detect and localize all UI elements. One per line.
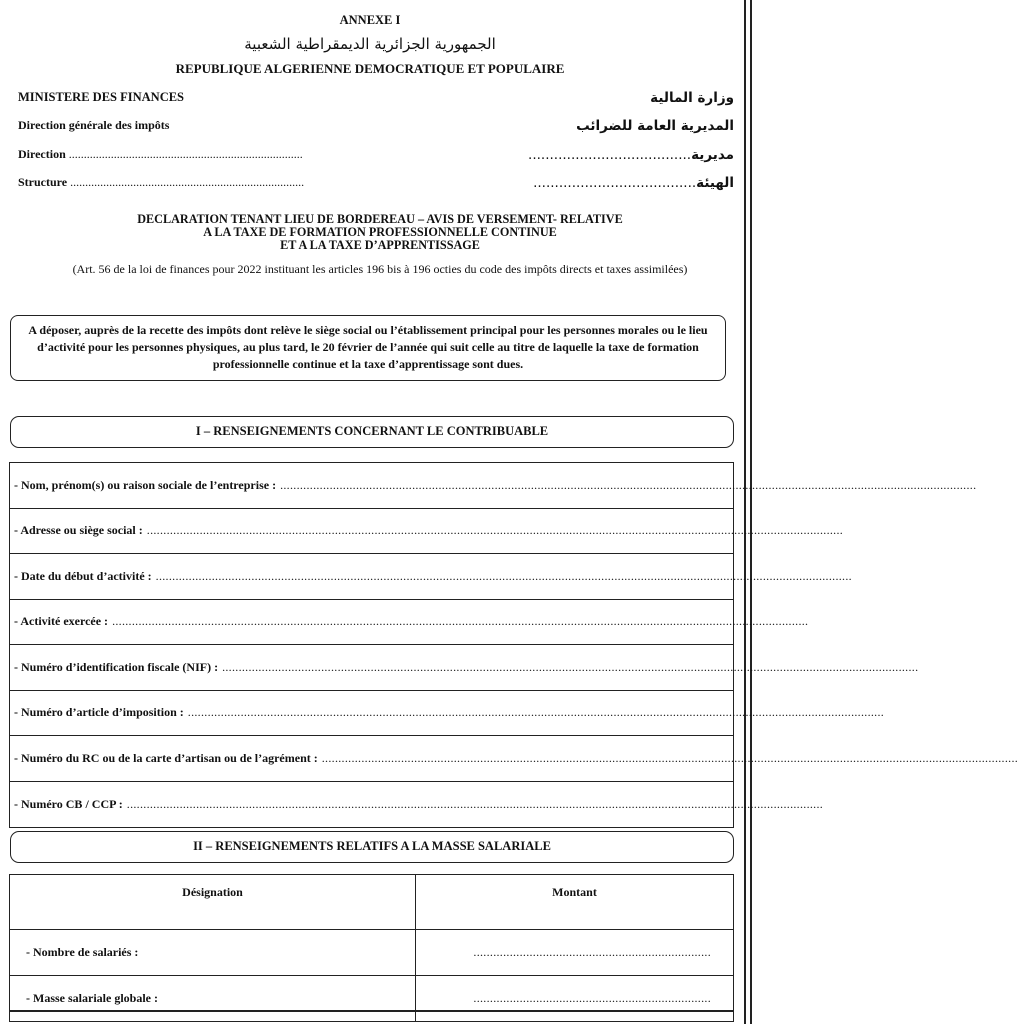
table-row (10, 930, 734, 976)
ministry-fr: MINISTERE DES FINANCES (18, 90, 185, 104)
direction-fr-label: Direction (18, 147, 66, 161)
table-row (10, 976, 734, 1022)
field-fill-line[interactable]: ................................................................................................................................................................................................................... (187, 705, 885, 720)
bottom-rule (9, 1010, 734, 1012)
field-fill-line[interactable]: ................................................................................................................................................................................................................... (222, 659, 919, 674)
field-fill-line[interactable]: ................................................................................................................................................................................................................... (126, 796, 824, 811)
structure-fr-dots: .............................................................................. (70, 175, 305, 189)
legal-reference: (Art. 56 de la loi de finances pour 2022 instituant les articles 196 bis à 196 octies du code des impôts directs et taxes assimilées) (72, 262, 688, 276)
declaration-line: DECLARATION TENANT LIEU DE BORDEREAU – AVIS DE VERSEMENT- RELATIVE (137, 212, 623, 226)
col-montant: Montant (416, 875, 734, 930)
dg-ar: المديرية العامة للضرائب (576, 118, 734, 134)
field-address[interactable] (10, 509, 844, 555)
field-fill-line[interactable]: ................................................................................................................................................................................................................... (112, 614, 809, 629)
field-fill-line[interactable]: ................................................................................................................................................................................................................... (321, 750, 1018, 765)
field-label: - Date du début d’activité : (14, 568, 152, 583)
direction-ar-label: مديرية (691, 147, 734, 163)
field-start-date[interactable] (10, 554, 852, 600)
field-tax-article[interactable] (10, 691, 885, 737)
direction-fr-dots: .............................................................................. (68, 147, 303, 161)
declaration-title (20, 213, 740, 252)
annexe-title: ANNEXE I (339, 13, 401, 27)
taxpayer-info-table (9, 462, 1018, 828)
section-2-title: II – RENSEIGNEMENTS RELATIFS A LA MASSE SALARIALE (10, 831, 734, 863)
row-label-employees: - Nombre de salariés : (10, 930, 416, 976)
amount-payroll-field[interactable]: ........................................................................ (416, 976, 734, 1022)
col-designation: Désignation (10, 875, 416, 930)
field-label: - Numéro CB / CCP : (14, 796, 123, 811)
declaration-line: ET A LA TAXE D’APPRENTISSAGE (280, 238, 480, 252)
field-fill-line[interactable]: ................................................................................................................................................................................................................... (280, 477, 977, 492)
field-activity[interactable] (10, 600, 809, 646)
ministry-ar: وزارة المالية (650, 90, 734, 106)
field-label: - Adresse ou siège social : (14, 523, 143, 538)
row-label-payroll: - Masse salariale globale : (10, 976, 416, 1022)
field-label: - Numéro d’article d’imposition : (14, 705, 184, 720)
filing-notice: A déposer, auprès de la recette des impôts dont relève le siège social ou l’établissement principal pour les personnes morales ou le lieu d’activité pour les personnes physiques, au plus tard, le 20 février de l’année qui suit celle au titre de laquelle la taxe de formation professionnelle continue et la taxe d’apprentissage sont dues. (10, 315, 726, 381)
field-cb-ccp[interactable] (10, 782, 824, 828)
republic-arabic: الجمهورية الجزائرية الديمقراطية الشعبية (244, 35, 496, 53)
dg-fr: Direction générale des impôts (18, 118, 170, 132)
structure-ar-label: الهيئة (696, 175, 734, 191)
structure-ar-dots: ...................................... (533, 175, 697, 191)
field-label: - Nom, prénom(s) ou raison sociale de l’entreprise : (14, 477, 277, 492)
section-1-title: I – RENSEIGNEMENTS CONCERNANT LE CONTRIBUABLE (10, 416, 734, 448)
field-nif[interactable] (10, 645, 919, 691)
declaration-line: A LA TAXE DE FORMATION PROFESSIONNELLE CONTINUE (203, 225, 557, 239)
field-label: - Activité exercée : (14, 614, 109, 629)
direction-ar-dots: ...................................... (528, 147, 692, 163)
payroll-table (9, 874, 734, 1022)
structure-ar-row (533, 175, 734, 191)
field-label: - Numéro du RC ou de la carte d’artisan ou de l’agrément : (14, 750, 318, 765)
margin-rule (744, 0, 746, 1024)
field-rc-number[interactable] (10, 736, 1018, 782)
margin-rule (750, 0, 752, 1024)
field-fill-line[interactable]: ................................................................................................................................................................................................................... (146, 523, 844, 538)
field-fill-line[interactable]: ................................................................................................................................................................................................................... (155, 568, 852, 583)
republic-french: REPUBLIQUE ALGERIENNE DEMOCRATIQUE ET POPULAIRE (175, 61, 565, 76)
direction-fr-row (18, 147, 303, 162)
structure-fr-row (18, 175, 304, 190)
field-company-name[interactable] (10, 463, 977, 509)
structure-fr-label: Structure (18, 175, 68, 189)
table-header-row (10, 875, 734, 930)
direction-ar-row (528, 147, 734, 163)
amount-employees-field[interactable]: ........................................................................ (416, 930, 734, 976)
field-label: - Numéro d’identification fiscale (NIF) : (14, 659, 219, 674)
